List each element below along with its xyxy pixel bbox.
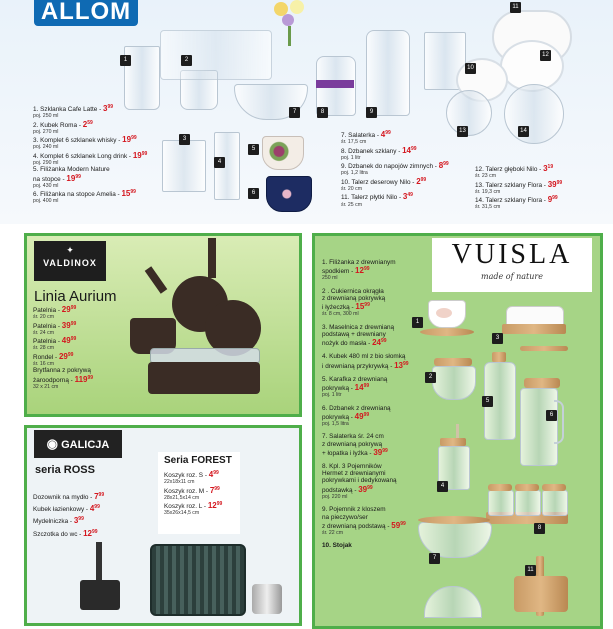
sugar-bowl: [430, 358, 476, 402]
amelia-cup: [266, 176, 312, 212]
list-item: 3. Maselnica z drewnianą: [322, 323, 395, 331]
list-item: spodkiem - $12^{99}$: [322, 266, 370, 276]
number-badge: 6: [546, 410, 557, 421]
cup-with-saucer: [420, 300, 474, 340]
list-item: 6. Filiżanka na stopce Amelia - $15^{99}$: [33, 189, 136, 199]
bin-icon: [252, 584, 282, 614]
number-badge: 10: [465, 63, 476, 74]
list-item: 10. Stojak: [322, 542, 352, 550]
number-badge: 4: [437, 481, 448, 492]
number-badge: 2: [181, 55, 192, 66]
butter-dish: [502, 306, 566, 336]
list-item: i łyżeczką - $15^{99}$: [322, 302, 370, 312]
flower-vase: [268, 0, 316, 46]
allom-list-right: 12. Talerz głęboki Nilo - $3^{19}$ śr. 23 cm 13. Talerz szklany Flora - $39^{99}$ śr. 19,3 cm 14. Talerz szklany Flora - $9^{99}$ śr. 31,5 cm: [475, 164, 605, 211]
list-item: 12. Talerz głęboki Nilo - $3^{19}$: [475, 164, 554, 173]
list-item: 9. Dzbanek do napojów zimnych - $8^{99}$: [341, 161, 449, 171]
list-item: 9. Pojemnik z kloszem: [322, 506, 386, 514]
list-item: pokrywką - $49^{99}$: [322, 411, 370, 421]
galicja-g-icon: ◉: [46, 436, 58, 451]
list-item: + łopatka i łyżka - $39^{99}$: [322, 447, 388, 457]
number-badge: 8: [317, 107, 328, 118]
pan-handle: [208, 238, 216, 278]
list-item: 13. Talerz szklany Flora - $39^{99}$: [475, 179, 563, 189]
list-item: 10. Talerz deserowy Nilo - $2^{99}$: [341, 176, 427, 186]
allom-list-mid: 7. Salaterka - $4^{99}$ śr. 17,5 cm 8. Dzbanek szklany - $14^{99}$ poj. 1 litr 9. Dzbanek do napojów zimnych - $8^{99}$ poj. 1,2 litra 10. Talerz deserowy Nilo - $2^{99}$ śr. 20 cm 11. Talerz płytki Nilo - $3^{49}$ śr. 25 cm: [341, 130, 471, 208]
number-badge: 9: [366, 107, 377, 118]
list-item: Mydelniczka - $3^{99}$: [33, 516, 84, 526]
ross-list: [33, 492, 143, 538]
number-badge: 7: [289, 107, 300, 118]
list-item: 3. Komplet 6 szklanek whisky - $19^{99}$: [33, 135, 137, 145]
list-item: Koszyk roz. M - $7^{99}$: [164, 485, 220, 495]
list-item: nożyk do masła - $24^{99}$: [322, 338, 387, 348]
list-item: 8. Dzbanek szklany - $14^{99}$: [341, 145, 417, 155]
list-item: z drewnianą pokrywą: [322, 440, 383, 448]
list-item: 1. Filiżanka z drewnianym: [322, 259, 396, 266]
number-badge: 13: [457, 126, 468, 137]
number-badge: 3: [492, 333, 503, 344]
forest-baskets: [150, 544, 246, 616]
list-item: Brytfanna z pokrywą: [33, 367, 91, 375]
galicja-forest-title: Seria FOREST: [164, 455, 232, 466]
list-item: pokrywką - $14^{99}$: [322, 383, 370, 393]
list-item: 1. Szklanka Cafe Latte - $3^{99}$: [33, 104, 113, 113]
list-item: 4. Komplet 6 szklanek Long drink - $19^{99}$: [33, 150, 148, 160]
list-item: i drewnianą przykrywką - $13^{99}$: [322, 360, 409, 370]
list-item: pokrywkami i dedykowaną: [322, 477, 397, 485]
list-item: 7. Salaterka - $4^{99}$: [341, 130, 391, 139]
container-set: [486, 476, 568, 528]
number-badge: 5: [482, 396, 493, 407]
list-item: 7. Salaterka śr. 24 cm: [322, 433, 384, 441]
number-badge: 7: [429, 553, 440, 564]
list-item: z drewnianą podstawą - $59^{99}$: [322, 520, 406, 530]
number-badge: 11: [510, 2, 521, 13]
carafe: [484, 352, 514, 438]
list-item: 14. Talerz szklany Flora - $9^{99}$: [475, 195, 558, 205]
list-item: z drewnianą pokrywką: [322, 295, 386, 303]
forest-list: Koszyk roz. S - $4^{99}$ 22x18x11 cm Koszyk roz. M - $7^{99}$ 28x21,5x14 cm Koszyk roz. L - $12^{99}$ 35x26x14,5 cm: [164, 470, 244, 517]
list-item: Patelnia - $29^{99}$: [33, 305, 77, 314]
vuisla-logo: VUISLA made of nature: [432, 238, 592, 292]
number-badge: 5: [248, 144, 259, 155]
allom-list-left: 1. Szklanka Cafe Latte - $3^{99}$ poj. 250 ml 2. Kubek Roma - $2^{59}$ poj. 270 ml 3. Komplet 6 szklanek whisky - $19^{99}$ poj. 240 ml 4. Komplet 6 szklanek Long drink - $19^{99}$ poj. 290 ml 5. Filiżanka Modern Nature na stopce - $19^{99}$ poj. 430 ml 6. Filiżanka na stopce Amelia - $15^{99}$ poj. 400 ml: [33, 104, 163, 205]
jug-purple-band: [316, 80, 354, 88]
glasses-row: [160, 30, 272, 80]
valdinox-logo: ✦ VALDINOX: [34, 241, 106, 281]
number-badge: 4: [214, 157, 225, 168]
list-item: żaroodporną - $119^{99}$: [33, 374, 94, 384]
number-badge: 8: [534, 523, 545, 534]
list-item: 5. Karafka z drewnianą: [322, 375, 388, 383]
toilet-brush-holder: [80, 580, 120, 610]
list-item: podstawką - $39^{99}$: [322, 484, 373, 494]
number-badge: 6: [248, 188, 259, 199]
list-item: Szczotka do wc - $12^{99}$: [33, 528, 98, 538]
list-item: 4. Kubek 480 ml z bio słomką: [322, 353, 406, 361]
number-badge: 2: [425, 372, 436, 383]
valdinox-series-title: Linia Aurium: [34, 288, 117, 305]
list-item: Hermet z drewnianymi: [322, 470, 386, 478]
list-item: 5. Filiżanka Modern Nature: [33, 166, 110, 174]
number-badge: 1: [412, 317, 423, 328]
list-item: 2. Kubek Roma - $2^{59}$: [33, 119, 93, 129]
modern-nature-cup: [262, 136, 304, 170]
list-item: 6. Dzbanek z drewnianą: [322, 404, 391, 412]
roaster-icon: [148, 362, 260, 394]
list-item: Dozownik na mydło - $7^{99}$: [33, 492, 105, 501]
bread-cloche: [420, 586, 484, 616]
valdinox-list: Patelnia - $29^{99}$ śr. 20 cm Patelnia - $39^{99}$ śr. 24 cm Patelnia - $49^{99}$ śr. 28 cm Rondel - $29^{99}$ śr. 16 cm Brytfanna z pokrywą żaroodporną - $119^{99}$ 32 x 21 cm: [33, 305, 143, 390]
jug-wooden-lid: [520, 378, 564, 464]
list-item: Patelnia - $39^{99}$: [33, 320, 77, 330]
whisky-glass: [162, 140, 206, 192]
number-badge: 12: [540, 50, 551, 61]
list-item: na pieczywo/ser: [322, 513, 368, 521]
list-item: Kubek łazienkowy - $4^{99}$: [33, 504, 100, 514]
galicja-ross-title: seria ROSS: [35, 464, 95, 476]
allom-logo: ALLOM: [34, 0, 138, 26]
number-badge: 1: [120, 55, 131, 66]
list-item: Koszyk roz. S - $4^{99}$: [164, 470, 219, 479]
list-item: Koszyk roz. L - $12^{99}$: [164, 501, 223, 511]
list-item: 8. Kpl. 3 Pojemników: [322, 463, 382, 471]
vuisla-list: 1. Filiżanka z drewnianym spodkiem - $12^{99}$ 250 ml 2 . Cukiernica okrągła z drewnianą pokrywką i łyżeczką - $15^{99}$ śr. 8 cm, 300 ml 3. Maselnica z drewnianą podstawą + drewniany nożyk do masła - $24^{99}$ 4. Kubek 480 ml z bio słomką i drewnianą przykrywką - $13^{99}$ 5. Karafka z drewnianą pokrywką - $14^{99}$ poj. 1 litr 6. Dzbanek z drewnianą pokrywką - $49^{99}$ poj. 1,5 litra 7. Salaterka śr. 24 cm z drewnianą pokrywą + łopatka i łyżka - $39^{99}$ 8. Kpl. 3 Pojemników Hermet z drewnianymi pokrywkami i dedykowaną podstawką - $39^{99}$ poj. 220 ml 9. Pojemnik z kloszem na pieczywo/ser z drewnianą podstawą - $59^{99}$ śr. 22 cm 10. Stojak: [322, 259, 440, 550]
flora-plate-large: [504, 84, 564, 144]
galicja-logo: ◉ GALICJA: [34, 430, 122, 458]
mug-with-straw: [438, 424, 468, 488]
list-item: 2 . Cukiernica okrągła: [322, 287, 384, 295]
number-badge: 11: [525, 565, 536, 576]
cold-drink-jug: [366, 30, 410, 116]
list-item: 11. Talerz płytki Nilo - $3^{49}$: [341, 192, 413, 202]
number-badge: 14: [518, 126, 529, 137]
list-item: Rondel - $29^{99}$: [33, 351, 74, 361]
number-badge: 3: [179, 134, 190, 145]
butter-knife: [520, 346, 568, 351]
list-item: na stopce - $19^{99}$: [33, 173, 81, 183]
wooden-stand: [514, 556, 572, 616]
list-item: podstawą + drewniany: [322, 331, 386, 339]
list-item: Patelnia - $49^{99}$: [33, 336, 77, 346]
